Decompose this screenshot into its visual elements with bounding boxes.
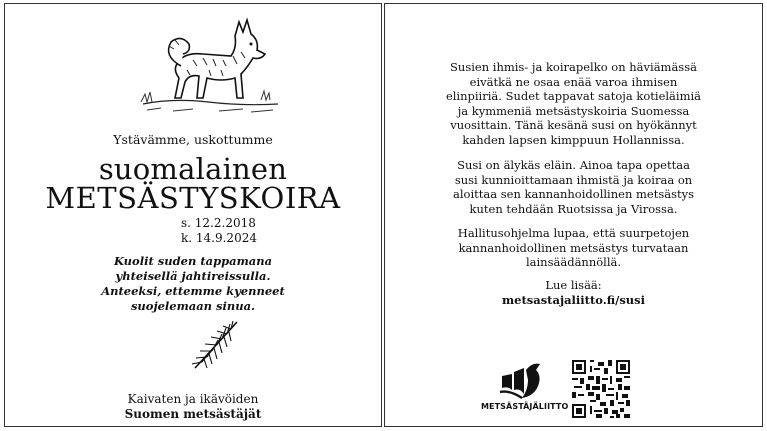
read-more-label: Lue lisää:: [545, 278, 602, 292]
paragraph-line: elinpiiriä. Sudet tappavat satoja kotieläimiä: [445, 89, 702, 103]
paragraph-line: Hallitusohjelma lupaa, että suurpetojen: [457, 226, 690, 240]
paragraph-government: [385, 226, 762, 270]
pine-branch-icon: [187, 318, 243, 372]
paragraph-line: kuten tehdään Ruotsissa ja Virossa.: [469, 201, 678, 216]
epitaph-line: Anteeksi, ettemme kyenneet: [101, 284, 285, 298]
closing-line: Kaivaten ja ikävöiden: [127, 392, 259, 406]
intro-text: Ystävämme, uskottumme: [113, 132, 273, 147]
birth-date: s. 12.2.2018: [181, 216, 256, 230]
date-block: [181, 216, 257, 246]
death-date: k. 14.9.2024: [181, 231, 257, 245]
paragraph-line: vuosittain. Tänä kesänä susi on hyökännyt: [450, 118, 697, 132]
metsastajaliitto-logo: [481, 360, 569, 420]
bird-logo-icon: [498, 360, 544, 400]
signature-line: Suomen metsästäjät: [124, 407, 262, 421]
paragraph-line: aloittaa sen kannanhoidollinen metsästys: [452, 187, 695, 201]
org-name: METSÄSTÄJÄLIITTO: [481, 402, 569, 411]
epitaph-line: Kuolit suden tappamana: [113, 254, 273, 268]
epitaph-line: yhteisellä jahtireissulla.: [115, 269, 271, 283]
info-panel: [384, 3, 763, 427]
epitaph: [5, 254, 381, 314]
epitaph-line: suojelemaan sinua.: [130, 299, 256, 313]
paragraph-line: Susi on älykäs eläin. Ainoa tapa opettaa: [457, 158, 690, 172]
paragraph-line: susi kunnioittamaan ihmistä ja koiraa on: [454, 172, 693, 187]
title-breed-adjective: suomalainen: [98, 152, 288, 186]
read-more-link[interactable]: metsastajaliitto.fi/susi: [501, 292, 645, 307]
memorial-panel: [4, 3, 382, 427]
paragraph-line: lainsäädännöllä.: [525, 255, 622, 269]
paragraph-line: eivätkä ne osaa enää varoa ihmisen: [469, 74, 678, 89]
read-more: [385, 278, 762, 307]
paragraph-line: ja kymmeniä metsästyskoiria Suomessa: [457, 103, 690, 118]
qr-code-icon[interactable]: [572, 360, 630, 418]
title-breed-name: METSÄSTYSKOIRA: [45, 181, 341, 215]
dog-illustration-icon: [133, 12, 283, 120]
paragraph-wolf-fear: [385, 60, 762, 147]
paragraph-line: Susien ihmis- ja koirapelko on häviämässä: [450, 60, 697, 74]
paragraph-line: kannanhoidollinen metsästys turvataan: [458, 240, 689, 255]
paragraph-wolf-hunting: [385, 158, 762, 216]
paragraph-line: kahden lapsen kimppuun Hollannissa.: [462, 132, 685, 147]
